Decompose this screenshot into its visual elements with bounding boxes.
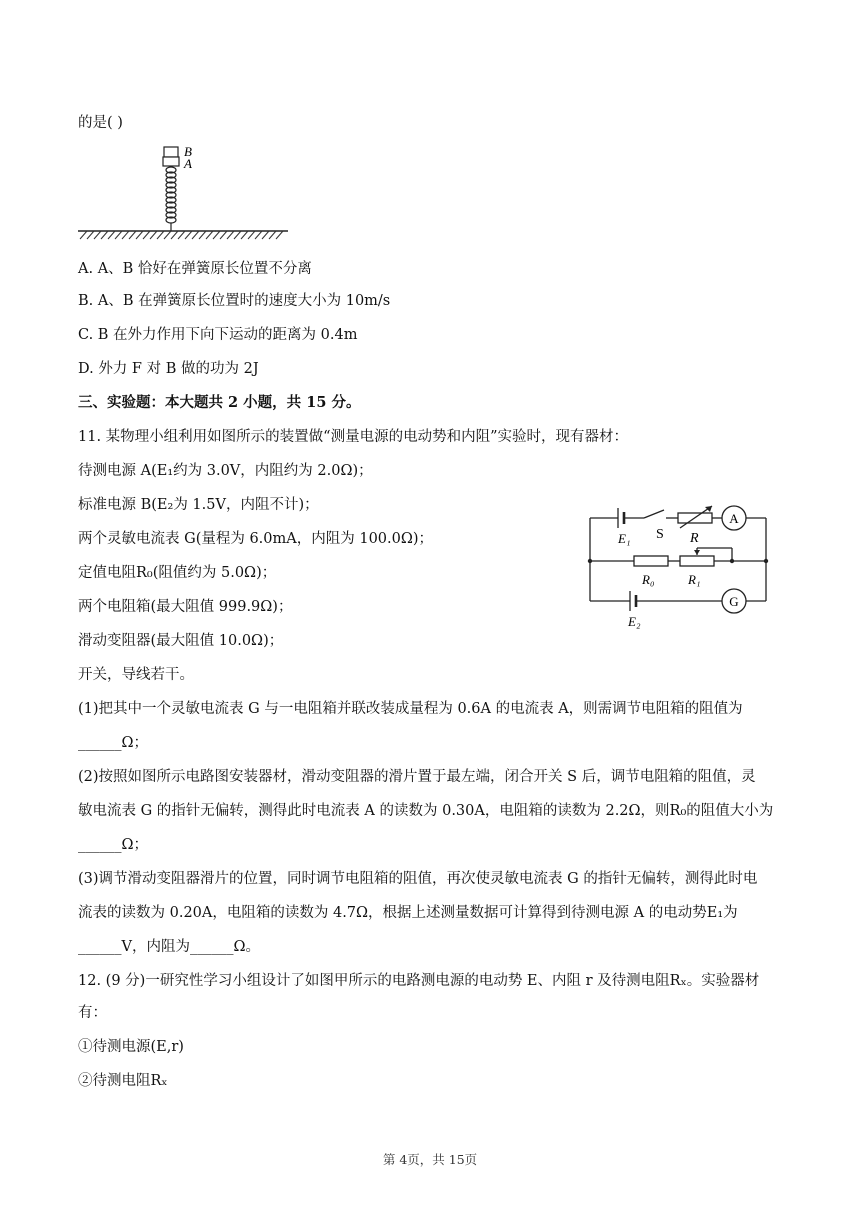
circuit-diagram [584, 500, 774, 635]
q11-equipment-6: 滑动变阻器(最大阻值 10.0Ω)； [78, 633, 284, 649]
label-ammeter: A [729, 511, 739, 526]
block-b [164, 147, 178, 157]
label-r1: R₁ [688, 572, 701, 587]
section-heading: 三、实验题：本大题共 2 小题，共 15 分。 [78, 394, 361, 411]
q10-stem-tail: 的是( ) [78, 115, 123, 131]
q11-part2-line2: 敏电流表 G 的指针无偏转，测得此时电流表 A 的读数为 0.30A，电阻箱的读数为 2.2Ω，则R₀的阻值大小为 [78, 803, 774, 819]
block-a [163, 157, 179, 166]
label-s: S [656, 527, 664, 542]
q11-stem: 11. 某物理小组利用如图所示的装置做“测量电源的电动势和内阻”实验时，现有器材： [78, 429, 628, 445]
q11-equipment-4: 定值电阻R₀(阻值约为 5.0Ω)； [78, 565, 277, 581]
q11-equipment-3: 两个灵敏电流表 G(量程为 6.0mA，内阻为 100.0Ω)； [78, 531, 434, 547]
page-footer: 第 4页，共 15页 [382, 1152, 478, 1167]
q11-equipment-2: 标准电源 B(E₂为 1.5V，内阻不计)； [78, 497, 319, 513]
q10-option-d: D. 外力 F 对 B 做的功为 2J [78, 361, 259, 377]
label-r0: R₀ [642, 572, 655, 587]
q11-part3-line1: (3)调节滑动变阻器滑片的位置，同时调节电阻箱的阻值，再次使灵敏电流表 G 的指针无偏转，测得此时电 [78, 871, 758, 887]
label-e1: E₁ [618, 531, 631, 546]
q10-option-c: C. B 在外力作用下向下运动的距离为 0.4m [78, 327, 358, 343]
q11-part2-line1: (2)按照如图所示电路图安装器材，滑动变阻器的滑片置于最左端，闭合开关 S 后，调节电阻箱的阻值，灵 [78, 769, 756, 785]
q12-stem-line2: 有： [78, 1005, 107, 1021]
q11-equipment-1: 待测电源 A(E₁约为 3.0V，内阻约为 2.0Ω)； [78, 463, 373, 479]
q11-equipment-5: 两个电阻箱(最大阻值 999.9Ω)； [78, 599, 293, 615]
q11-part3-line2: 流表的读数为 0.20A，电阻箱的读数为 4.7Ω，根据上述测量数据可计算得到待测电源 A 的电动势E₁为 [78, 905, 738, 921]
q11-equipment-7: 开关，导线若干。 [78, 667, 194, 683]
q12-item-2: ②待测电阻Rₓ [78, 1073, 168, 1089]
q12-stem-line1: 12. (9 分)一研究性学习小组设计了如图甲所示的电路测电源的电动势 E、内阻 r 及待测电阻Rₓ。实验器材 [78, 973, 760, 989]
label-r: R [690, 531, 699, 546]
q10-option-b: B. A、B 在弹簧原长位置时的速度大小为 10m/s [78, 293, 391, 309]
label-e2: E₂ [628, 614, 641, 629]
q11-part1-line1: (1)把其中一个灵敏电流表 G 与一电阻箱并联改装成量程为 0.6A 的电流表 A，则需调节电阻箱的阻值为 [78, 701, 743, 717]
spring [166, 167, 176, 231]
ground-hatch [80, 231, 283, 239]
label-b: B [184, 144, 192, 159]
q11-part3-line3: ______V，内阻为______Ω。 [78, 939, 260, 955]
q11-part2-line3: ______Ω； [78, 837, 149, 853]
q12-item-1: ①待测电源(E,r) [78, 1039, 184, 1055]
label-a: A [184, 156, 192, 171]
label-g: G [729, 594, 739, 609]
spring-figure [76, 142, 298, 242]
q11-part1-line2: ______Ω； [78, 735, 149, 751]
q10-option-a: A. A、B 恰好在弹簧原长位置不分离 [78, 261, 312, 277]
